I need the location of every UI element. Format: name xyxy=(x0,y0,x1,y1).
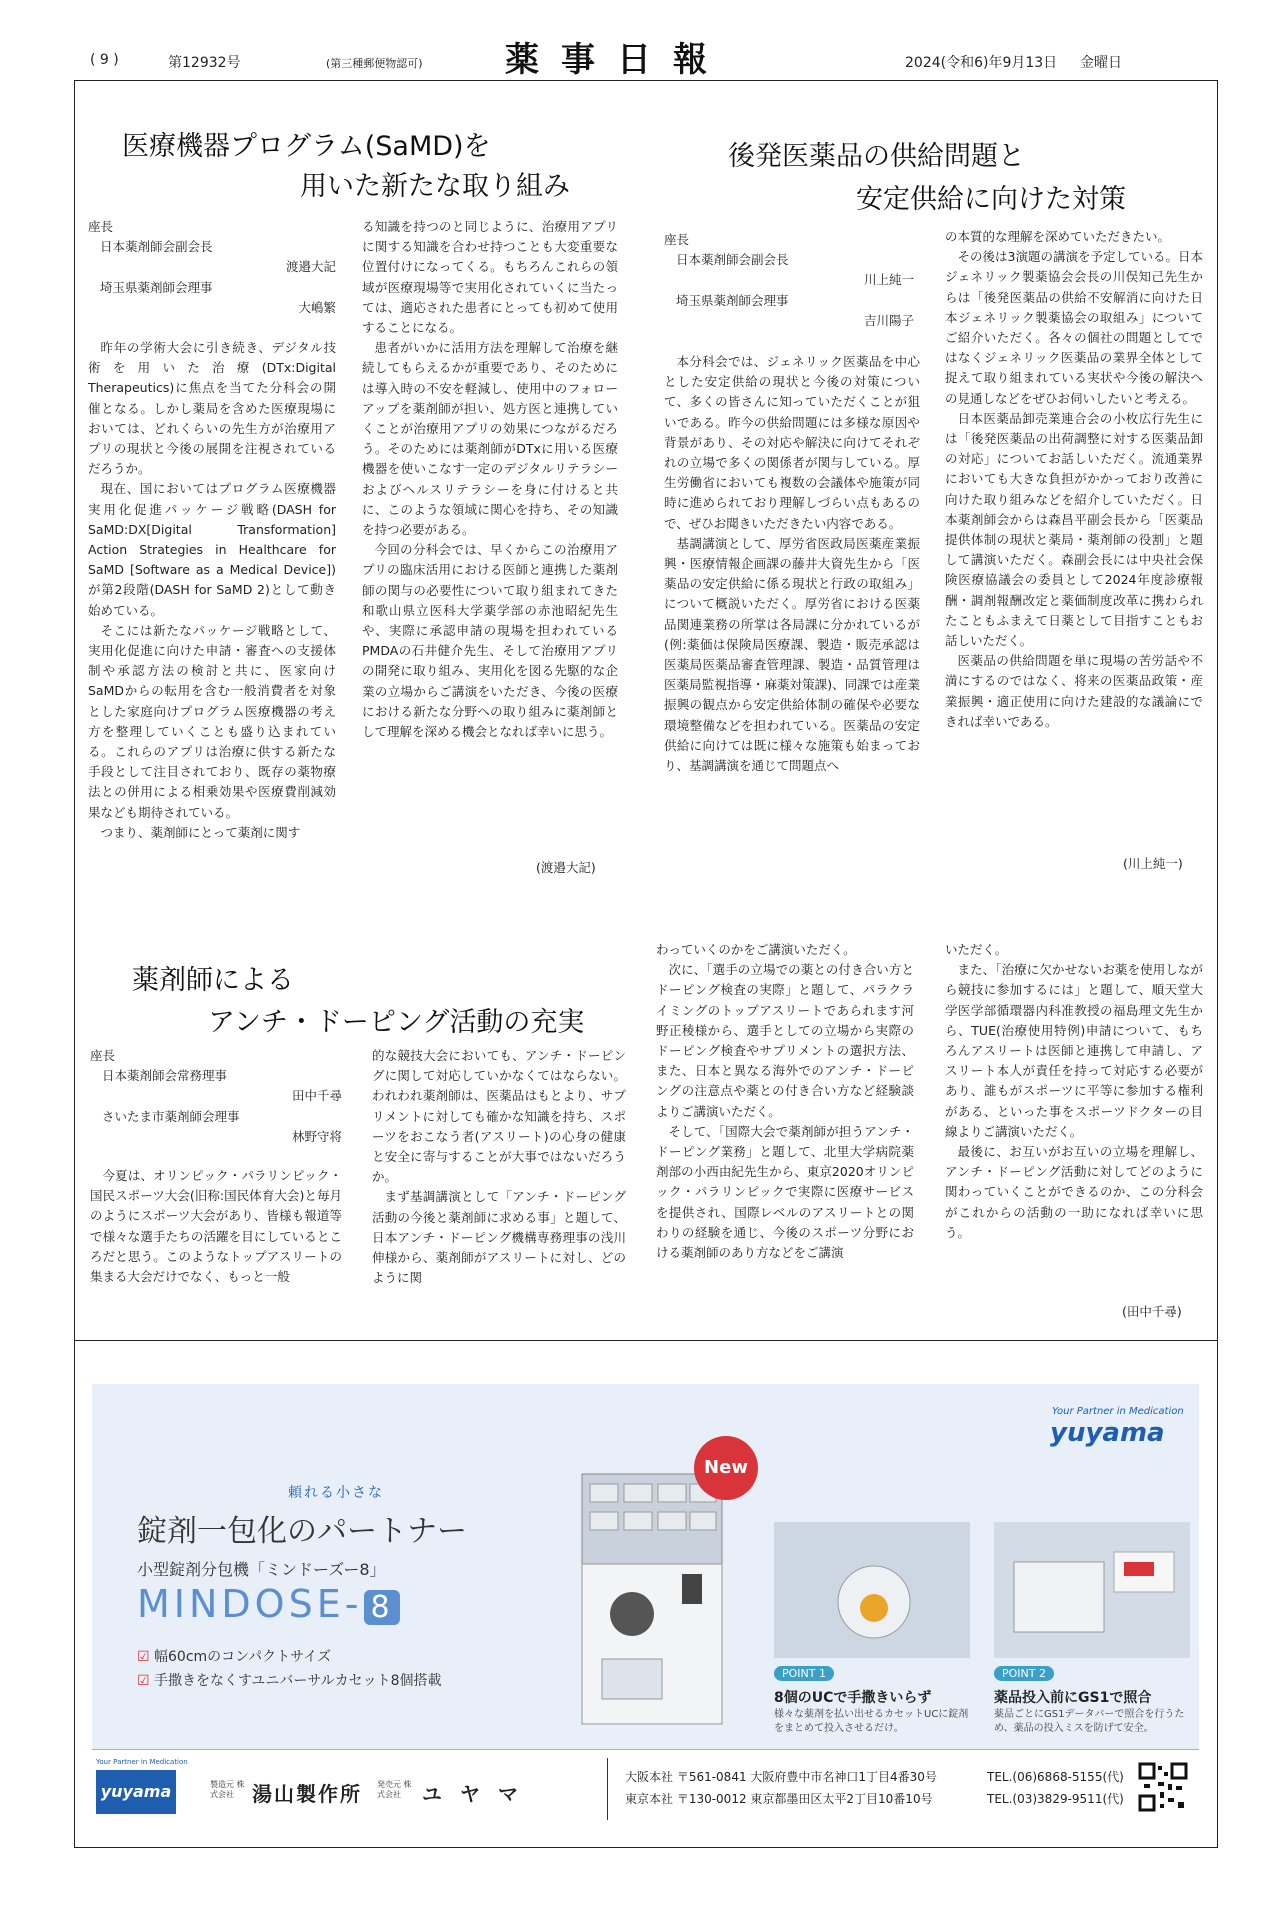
point1-photo xyxy=(774,1522,970,1658)
point1-label: POINT 1 xyxy=(774,1666,834,1681)
ad-feature-1 xyxy=(137,1646,331,1666)
machine-illustration xyxy=(562,1434,792,1734)
chair-label: 座長 xyxy=(88,219,114,234)
paragraph: いただく。 xyxy=(945,942,1008,957)
chair2-name: 吉川陽子 xyxy=(863,312,914,328)
ad-feature-2 xyxy=(137,1670,442,1690)
paragraph: そして、「国際大会で薬剤師が担うアンチ・ドーピング業務」と題して、北里大学病院薬剤部の小西由紀先生から、東京2020オリンピック・パラリンピックで実際に医療サービスを提供され、国際レベルのアスリートとの関わりの経験を通じ、今後のスポーツ分野における薬剤師のあり方などをご講演 xyxy=(656,1123,914,1261)
product-name-text: MINDOSE- xyxy=(137,1582,363,1626)
new-badge: New xyxy=(694,1436,758,1500)
chair1-name: 渡邉大記 xyxy=(285,259,336,275)
paragraph: 最後に、お互いがお互いの立場を理解し、アンチ・ドーピング活動に対してどのように関わっていくことができるのか、この分科会がこれからの活動の一助になれば幸いに思う。 xyxy=(945,1144,1203,1240)
office-osaka: 大阪本社 〒561-0841 大阪府豊中市名神口1丁目4番30号 xyxy=(625,1770,937,1784)
chair1-name: 田中千尋 xyxy=(291,1088,342,1104)
chair1-org: 日本薬剤師会副会長 xyxy=(676,252,789,268)
paragraph: 現在、国においてはプログラム医療機器実用化促進パッケージ戦略(DASH for SaMD:DX[Digital Transformation] Action Strategies in Healthcare for SaMD [Software as a Medical Device])が第2段階(DASH for SaMD 2)として動き始めている。 xyxy=(88,481,336,618)
paragraph: また、「治療に欠かせないお薬を使用しながら競技に参加するには」と題して、順天堂大学医学部循環器内科准教授の福島理文先生から、TUE(治療使用特例)申請について、もちろんアスリートは医師と連携して申請し、アスリート本人が責任を持って対応する必要があり、誰もがスポーツに平等に参加する権利がある、といった事をスポーツドクターの目線よりご講演いただく。 xyxy=(945,962,1203,1139)
article3-title-line2: アンチ・ドーピング活動の充実 xyxy=(208,1007,585,1038)
footer-brand-logo: yuyama xyxy=(96,1770,176,1814)
ad-subtitle: 小型錠剤分包機「ミンドーズー8」 xyxy=(137,1560,386,1579)
section-divider xyxy=(74,1340,1218,1341)
chair-label: 座長 xyxy=(90,1048,116,1063)
issue-date: 2024(令和6)年9月13日 xyxy=(905,55,1058,71)
page-header xyxy=(0,0,1286,80)
footer-divider xyxy=(607,1758,608,1820)
point2-photo xyxy=(994,1522,1190,1658)
chair2-name: 大嶋繁 xyxy=(298,299,336,315)
article1-column1 xyxy=(88,338,336,843)
chair2-org: 埼玉県薬剤師会理事 xyxy=(676,292,789,308)
check-icon: ☑ xyxy=(137,1649,150,1665)
article3-column3 xyxy=(656,940,914,1263)
point2-title: 薬品投入前にGS1で照合 xyxy=(994,1690,1152,1706)
point1-title: 8個のUCで手撒きいらず xyxy=(774,1690,932,1706)
paragraph: つまり、薬剤師にとって薬剤に関す xyxy=(100,824,301,840)
article2-chairs xyxy=(664,230,914,331)
ad-catch: 頼れる小さな xyxy=(288,1485,384,1501)
paragraph: 昨年の学術大会に引き続き、デジタル技術を用いた治療(DTx:Digital Therapeutics)に焦点を当てた分科会の開催となる。しかし薬局を含めた医療現場においては、どれくらいの先生方が治療用アプリの現状と今後の展開を注視されているだろうか。 xyxy=(88,340,336,477)
ad-product-name xyxy=(137,1582,400,1626)
article3-column4 xyxy=(945,940,1203,1243)
article1-title-line1: 医療機器プログラム(SaMD)を xyxy=(122,131,491,162)
tel-tokyo: TEL.(03)3829-9511(代) xyxy=(987,1792,1124,1806)
chair-label: 座長 xyxy=(664,232,690,247)
product-number: 8 xyxy=(364,1590,399,1625)
article3-column1 xyxy=(90,1166,342,1287)
ad-footer xyxy=(92,1749,1199,1830)
paragraph: その後は3演題の講演を予定している。日本ジェネリック製薬協会会長の川俣知己先生からは「後発医薬品の供給不安解消に向けた日本ジェネリック製薬協会の取組み」についてご紹介いただく。各々の個社の問題としてではなくジェネリック医薬品の業界全体として捉えて取り組まれている実状や今後の解決への見通しなどをぜひお伺いしたいと考える。 xyxy=(945,249,1203,406)
point2-label: POINT 2 xyxy=(994,1666,1054,1681)
article1-chairs xyxy=(88,217,336,318)
paragraph: 今夏は、オリンピック・パラリンピック・国民スポーツ大会(旧称:国民体育大会)と毎月のようにスポーツ大会があり、皆様も報道等で様々な選手たちの活躍を目にしているところだと思う。このようなトップアスリートの集まる大会だけでなく、もっと一般 xyxy=(90,1168,342,1285)
chair2-name: 林野守将 xyxy=(291,1128,342,1144)
qr-code xyxy=(1138,1762,1188,1812)
maker-name: 湯山製作所 xyxy=(252,1782,362,1806)
footer-partner-tag: Your Partner in Medication xyxy=(96,1758,188,1766)
paragraph: 日本医薬品卸売業連合会の小枚広行先生には「後発医薬品の出荷調整に対する医薬品卸の対応」についてお話しいただく。流通業界においても大きな負担がかかっており改善に向けた取り組みなどを紹介していただく。日本薬剤師会からは森昌平副会長から「医薬品提供体制の現状と薬局・薬剤師の役割」と題して講演いただく。森副会長には中央社会保険医療協議会の委員として2024年度診療報酬・調剤報酬改定と薬価制度改革に携わられたこともふまえて日薬として目指すこともお話しいただく。 xyxy=(945,410,1203,649)
paragraph: 本分科会では、ジェネリック医薬品を中心とした安定供給の現状と今後の対策について、多くの皆さんに知っていただくことが狙いである。昨今の供給問題には多様な原因や背景があり、その対応や解決に向けてそれぞれの立場で多くの関係者が関与している。厚生労働省においても複数の会議体や施策が同時に進められており理解しづらい点もあるので、ぜひお聞きいただきたい内容である。 xyxy=(664,354,920,531)
article2-column1 xyxy=(664,352,920,776)
article1-title-line2: 用いた新たな取り組み xyxy=(300,171,570,202)
article2-signature: (川上純一) xyxy=(1123,856,1183,871)
office-tokyo: 東京本社 〒130-0012 東京都墨田区太平2丁目10番10号 xyxy=(625,1792,933,1806)
issue-number: 第12932号 xyxy=(168,55,241,71)
point2-desc: 薬品ごとにGS1データバーで照合を行うため、薬品の投入ミスを防げて安全。 xyxy=(994,1709,1185,1734)
paragraph: 患者がいかに活用方法を理解して治療を継続してもらえるかが重要であり、そのためには導入時の不安を軽減し、使用中のフォローアップを薬剤師が担い、処方医と連携していくことが治療用アプリの効果につながるだろう。そのためには薬剤師がDTxに用いる医療機器を使いこなす一定のデジタルリテラシーおよびヘルスリテラシーを身に付けると共に、このような領域に関心を持ち、その知識を持つ必要がある。 xyxy=(362,340,618,538)
article3-signature: (田中千尋) xyxy=(1122,1304,1182,1319)
chair1-name: 川上純一 xyxy=(863,272,914,288)
ad-brand-logo: yuyama xyxy=(1050,1418,1165,1448)
paragraph: 基調講演として、厚労省医政局医薬産業振興・医療情報企画課の藤井大資先生から「医薬品の安定供給に係る現状と行政の取組み」について概説いただく。厚労省における医薬品関連業務の所掌は各局課に分かれているが(例:薬価は保険局医療課、製造・販売承認は医薬局医薬品審査管理課、製造・品質管理は医薬局監視指導・麻薬対策課)、同課では産業振興の観点から安定供給体制の確保や必要な環境整備などを担われている。医薬品の安定供給に向けては既に様々な施策も始まっており、基調講演を通じて問題点へ xyxy=(664,535,920,774)
chair1-org: 日本薬剤師会副会長 xyxy=(100,239,213,255)
article2-title-line1: 後発医薬品の供給問題と xyxy=(728,141,1025,172)
chair1-org: 日本薬剤師会常務理事 xyxy=(102,1068,228,1084)
seller-label: 発売元 株式会社 xyxy=(377,1780,412,1799)
article2-title-line2: 安定供給に向けた対策 xyxy=(856,184,1126,215)
paragraph: 今回の分科会では、早くからこの治療用アプリの臨床活用における医師と連携した薬剤師の関与の必要性について取り組まれてきた和歌山県立医科大学薬学部の赤池昭紀先生や、実際に承認申請の現場を担われているPMDAの石井健介先生、そして治療用アプリの開発に取り組み、実用化を図る先駆的な企業の立場からご講演をいただき、今後の医療における新たな分野への取り組みに薬剤師として理解を深める機会となれば幸いに思う。 xyxy=(362,542,618,740)
chair2-org: さいたま市薬剤師会理事 xyxy=(102,1108,240,1124)
article3-column2 xyxy=(372,1046,626,1288)
article2-column2 xyxy=(945,227,1203,732)
postal-permit: (第三種郵便物認可) xyxy=(326,57,423,70)
article1-column2 xyxy=(362,217,618,742)
ad-partner-tag: Your Partner in Medication xyxy=(1052,1406,1184,1417)
weekday: 金曜日 xyxy=(1080,55,1122,71)
seller-name: ユヤマ xyxy=(422,1782,536,1806)
paragraph: 医薬品の供給問題を単に現場の苦労話や不満にするのではなく、将来の医薬品政策・産業振興・適正使用に向けた建設的な議論にできれば幸いである。 xyxy=(945,653,1203,729)
paragraph: 次に、「選手の立場での薬との付き合い方とドーピング検査の実際」と題して、パラクライミングのトップアスリートであられます河野正稜様から、選手としての立場から実際のドーピング検査やサプリメントの選択方法、また、日本と異なる海外でのアンチ・ドーピングの注意点や薬との付き合い方など経験談よりご講演いただく。 xyxy=(656,962,914,1119)
advertisement xyxy=(92,1384,1199,1829)
ad-banner xyxy=(92,1384,1199,1749)
check-icon: ☑ xyxy=(137,1673,150,1689)
paragraph: る知識を持つのと同じように、治療用アプリに関する知識を合わせ持つことも大変重要な位置付けになってくる。もちろんこれらの領域が医療現場等で実用化されていくに当たっては、適応された患者にとっても初めて使用することになる。 xyxy=(362,219,618,336)
maker-label: 製造元 株式会社 xyxy=(210,1780,245,1799)
page-number: ( 9 ) xyxy=(90,52,119,68)
paragraph: まず基調講演として「アンチ・ドーピング活動の今後と薬剤師に求める事」と題して、日本アンチ・ドーピング機構専務理事の浅川伸様から、薬剤師がアスリートに対し、どのように関 xyxy=(372,1189,626,1286)
article3-title-line1: 薬剤師による xyxy=(132,965,294,996)
article1-signature: (渡邉大記) xyxy=(536,860,596,875)
point1-desc: 様々な薬剤を払い出せるカセットUCに錠剤をまとめて投入させるだけ。 xyxy=(774,1709,969,1734)
paragraph: わっていくのかをご講演いただく。 xyxy=(656,942,856,957)
ad-headline: 錠剤一包化のパートナー xyxy=(137,1514,467,1549)
feature-text: 幅60cmのコンパクトサイズ xyxy=(154,1649,332,1665)
paragraph: の本質的な理解を深めていただきたい。 xyxy=(945,229,1171,244)
paragraph: 的な競技大会においても、アンチ・ドーピングに関して対応していかなくてはならない。われわれ薬剤師は、医薬品はもとより、サプリメントに対しても確かな知識を持ち、スポーツをおこなう者(アスリート)の心身の健康と安全に寄与することが大事ではないだろうか。 xyxy=(372,1048,626,1185)
paragraph: そこには新たなパッケージ戦略として、実用化促進に向けた申請・審査への支援体制や承認方法の検討と共に、医家向けSaMDからの転用を含む一般消費者を対象とした家庭向けプログラム医療機器の考え方を整理していくことも盛り込まれている。これらのアプリは治療に供する新たな手段として注目されており、既存の薬物療法との併用による相乗効果や医療費削減効果なども期待されている。 xyxy=(88,622,336,820)
masthead: 薬事日報 xyxy=(505,40,729,80)
feature-text: 手撒きをなくすユニバーサルカセット8個搭載 xyxy=(154,1673,442,1689)
tel-osaka: TEL.(06)6868-5155(代) xyxy=(987,1770,1124,1784)
article3-chairs xyxy=(90,1046,342,1147)
chair2-org: 埼玉県薬剤師会理事 xyxy=(100,279,213,295)
